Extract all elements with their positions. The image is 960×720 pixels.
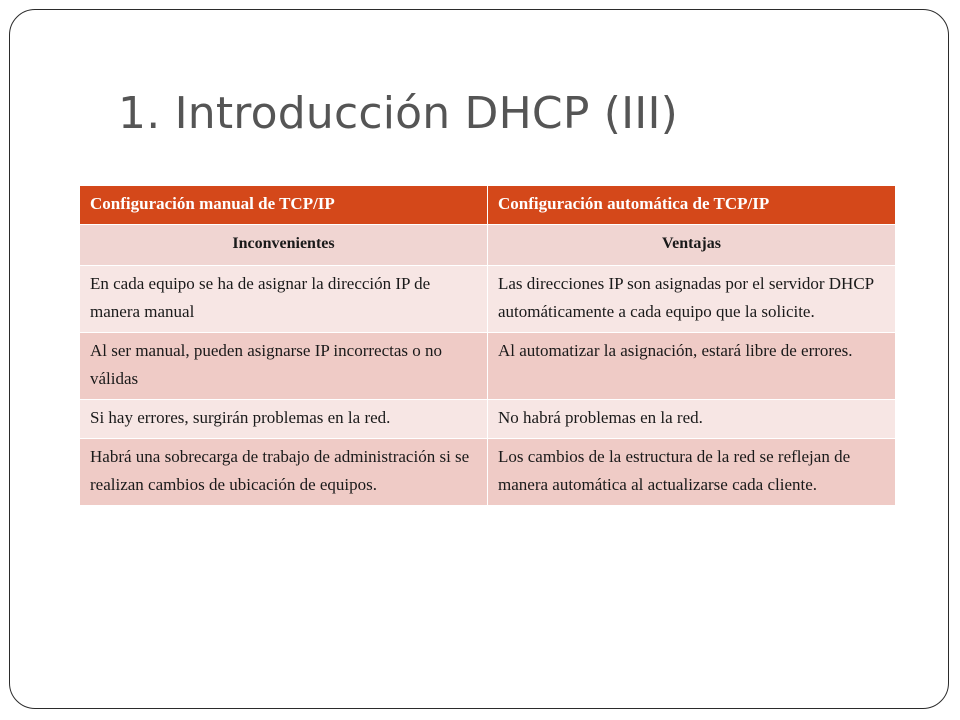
table-cell-disadvantage: Al ser manual, pueden asignarse IP incorrectas o no válidas (80, 333, 488, 400)
header-automatic-config: Configuración automática de TCP/IP (488, 186, 896, 225)
subheader-advantages: Ventajas (488, 225, 896, 266)
table-subheader-row (80, 225, 896, 266)
table-row (80, 266, 896, 333)
table-row (80, 400, 896, 439)
subheader-disadvantages: Inconvenientes (80, 225, 488, 266)
table-cell-advantage: Al automatizar la asignación, estará libre de errores. (488, 333, 896, 400)
table-cell-disadvantage: En cada equipo se ha de asignar la dirección IP de manera manual (80, 266, 488, 333)
table-cell-advantage: Las direcciones IP son asignadas por el servidor DHCP automáticamente a cada equipo que la solicite. (488, 266, 896, 333)
table-cell-disadvantage: Habrá una sobrecarga de trabajo de administración si se realizan cambios de ubicación de equipos. (80, 439, 488, 506)
table-row (80, 439, 896, 506)
table-row (80, 333, 896, 400)
table-header-row (80, 186, 896, 225)
slide-title: 1. Introducción DHCP (III) (118, 88, 679, 139)
table-cell-advantage: No habrá problemas en la red. (488, 400, 896, 439)
table-cell-disadvantage: Si hay errores, surgirán problemas en la red. (80, 400, 488, 439)
table-cell-advantage: Los cambios de la estructura de la red se reflejan de manera automática al actualizarse cada cliente. (488, 439, 896, 506)
comparison-table (79, 185, 896, 506)
header-manual-config: Configuración manual de TCP/IP (80, 186, 488, 225)
